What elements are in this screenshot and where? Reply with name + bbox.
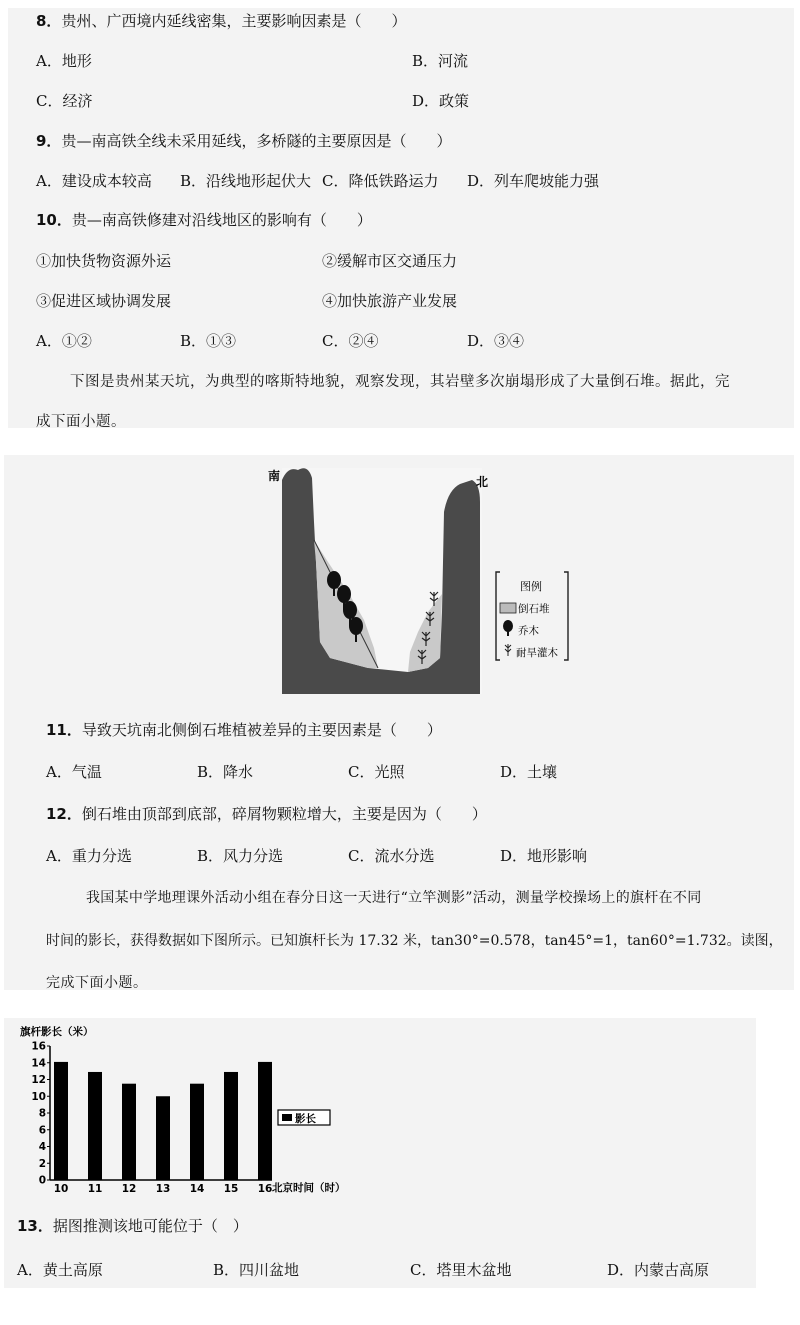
question-text: 贵州、广西境内延线密集，主要影响因素是（ ）: [61, 12, 407, 30]
y-tick-label: 16: [31, 1040, 46, 1053]
option-c: C．经济: [36, 92, 93, 110]
x-tick-label: 12: [121, 1183, 137, 1195]
option-a: A．重力分选: [46, 847, 132, 865]
option-d: D．内蒙古高原: [607, 1261, 710, 1279]
option-c: C．光照: [348, 763, 405, 781]
question-text: 倒石堆由顶部到底部，碎屑物颗粒增大，主要是因为（ ）: [81, 805, 487, 823]
option-d: D．土壤: [500, 763, 558, 781]
question-number: 13．: [17, 1217, 53, 1235]
x-tick-label: 15: [223, 1183, 239, 1195]
bar-14: [190, 1084, 204, 1180]
chart-legend: [278, 1110, 330, 1125]
option-b: B．四川盆地: [213, 1261, 300, 1279]
option-a: A．建设成本较高: [36, 172, 152, 190]
question-text: 贵—南高铁修建对沿线地区的影响有（ ）: [71, 211, 372, 229]
legend-label: 影长: [295, 1113, 316, 1125]
bar-13: [156, 1096, 170, 1180]
question-number: 8．: [36, 12, 62, 30]
y-tick-label: 0: [38, 1174, 46, 1187]
bar-11: [88, 1072, 102, 1180]
option-d: D．政策: [412, 92, 470, 110]
question-text: 贵—南高铁全线未采用延线，多桥隧的主要原因是（ ）: [61, 132, 452, 150]
legend-rock-swatch: [500, 603, 516, 613]
legend-title: 图例: [520, 580, 542, 593]
label-north: 北: [476, 475, 489, 489]
option-d: D．③④: [467, 332, 525, 350]
question-text: 据图推测该地可能位于（ ）: [52, 1217, 248, 1235]
x-tick-label: 14: [189, 1183, 205, 1195]
option-b: B．降水: [197, 763, 254, 781]
legend-swatch: [282, 1114, 292, 1121]
question-13-stem: [17, 1215, 248, 1236]
bar-15: [224, 1072, 238, 1180]
question-8-stem: [36, 10, 406, 31]
intro-paragraph-line-1: 下图是贵州某天坑，为典型的喀斯特地貌，观察发现，其岩壁多次崩塌形成了大量倒石堆。据此，完: [70, 374, 730, 390]
option-a: A．黄土高原: [17, 1261, 103, 1279]
x-tick-label: 16: [257, 1183, 273, 1195]
y-tick-label: 14: [31, 1057, 46, 1070]
x-tick-label: 13: [155, 1183, 171, 1195]
x-tick-label: 11: [87, 1183, 103, 1195]
y-tick-label: 10: [31, 1090, 46, 1103]
question-10-stem: [36, 209, 372, 230]
question-number: 11．: [46, 721, 82, 739]
intro-paragraph-line-3: 完成下面小题。: [46, 975, 148, 991]
x-tick-label: 10: [53, 1183, 69, 1195]
label-south: 南: [268, 469, 281, 483]
bar-10: [54, 1062, 68, 1180]
question-text: 导致天坑南北侧倒石堆植被差异的主要因素是（ ）: [81, 721, 442, 739]
tiankeng-figure: [268, 462, 578, 694]
option-c: C．降低铁路运力: [322, 172, 439, 190]
option-b: B．沿线地形起伏大: [180, 172, 312, 190]
statement-4: ④加快旅游产业发展: [322, 292, 458, 310]
y-tick-label: 6: [38, 1124, 46, 1137]
statement-3: ③促进区域协调发展: [36, 292, 172, 310]
bar-16: [258, 1062, 272, 1180]
option-b: B．河流: [412, 52, 469, 70]
intro-paragraph-line-1: 我国某中学地理课外活动小组在春分日这一天进行“立竿测影”活动，测量学校操场上的旗杆在不同: [86, 890, 702, 906]
question-11-stem: [46, 719, 442, 740]
statement-1: ①加快货物资源外运: [36, 252, 172, 270]
intro-paragraph-line-2: 成下面小题。: [36, 414, 126, 430]
option-c: C．②④: [322, 332, 379, 350]
statement-2: ②缓解市区交通压力: [322, 252, 458, 270]
y-axis-label: 旗杆影长（米）: [20, 1026, 94, 1038]
legend-tree-label: 乔木: [518, 625, 539, 637]
y-tick-label: 8: [38, 1107, 46, 1120]
option-c: C．流水分选: [348, 847, 435, 865]
option-b: B．风力分选: [197, 847, 284, 865]
legend-rock-label: 倒石堆: [518, 603, 550, 615]
option-b: B．①③: [180, 332, 237, 350]
legend-shrub-label: 耐旱灌木: [516, 647, 558, 659]
question-9-stem: [36, 130, 451, 151]
option-a: A．①②: [36, 332, 92, 350]
intro-paragraph-line-2: 时间的影长，获得数据如下图所示。已知旗杆长为 17.32 米，tan30°=0.578，tan45°=1，tan60°=1.732。读图，: [46, 933, 783, 949]
x-axis-label: 北京时间（时）: [272, 1182, 346, 1194]
question-number: 10．: [36, 211, 72, 229]
question-number: 12．: [46, 805, 82, 823]
question-12-stem: [46, 803, 487, 824]
y-tick-label: 12: [31, 1074, 46, 1086]
y-tick-label: 2: [38, 1157, 46, 1170]
shadow-length-bar-chart: [10, 1022, 380, 1198]
shrub-icon: [505, 644, 511, 656]
y-tick-label: 4: [38, 1141, 46, 1153]
figure-legend: [496, 572, 568, 660]
option-d: D．列车爬坡能力强: [467, 172, 600, 190]
option-a: A．气温: [46, 763, 102, 781]
tree-icon: [503, 620, 513, 632]
question-number: 9．: [36, 132, 62, 150]
option-a: A．地形: [36, 52, 92, 70]
option-d: D．地形影响: [500, 847, 588, 865]
option-c: C．塔里木盆地: [410, 1261, 512, 1279]
bar-12: [122, 1084, 136, 1180]
